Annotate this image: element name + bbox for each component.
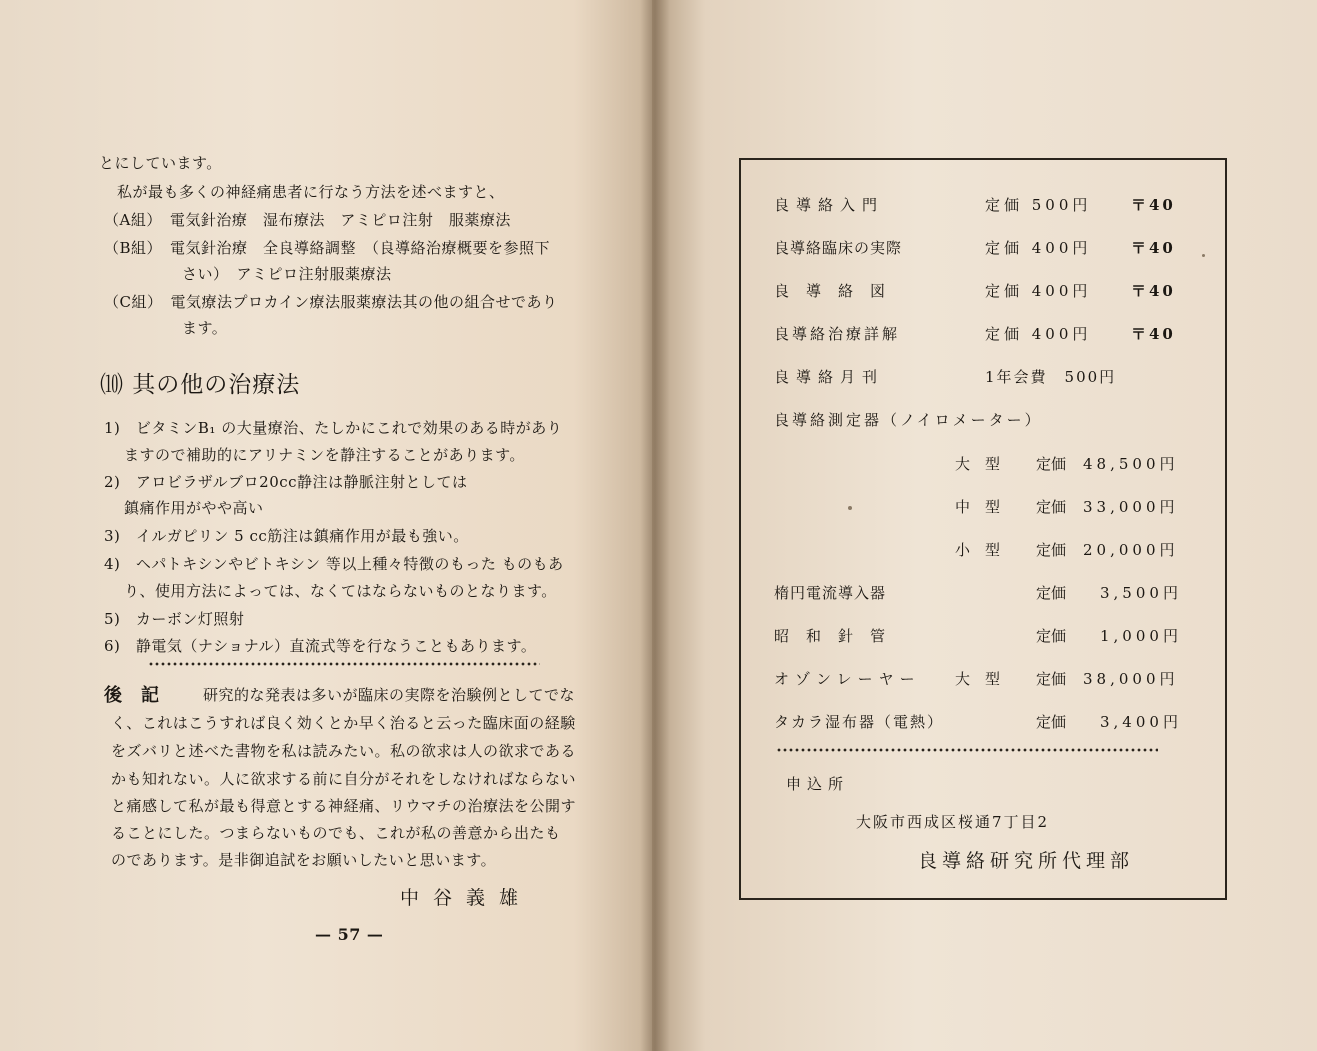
device-price: 33,000円 bbox=[1083, 498, 1179, 516]
text-line: （C組） 電気療法プロカイン療法服薬療法其の他の組合せであり bbox=[104, 293, 558, 311]
list-item: 2) アロビラザルブロ20cc静注は静脈注射としては bbox=[104, 473, 468, 491]
book-gutter bbox=[640, 0, 670, 1051]
product-price-label: 定価 bbox=[1036, 713, 1067, 731]
text-line: （A組） 電気針治療 湿布療法 アミピロ注射 服薬療法 bbox=[104, 211, 511, 229]
office-address: 大阪市西成区桜通7丁目2 bbox=[856, 813, 1050, 831]
product-price: 3,500円 bbox=[1100, 584, 1182, 602]
list-item: ますので補助的にアリナミンを静注することがあります。 bbox=[124, 446, 525, 464]
device-price-label: 定価 bbox=[1036, 541, 1067, 559]
list-item: 5) カーボン灯照射 bbox=[104, 610, 245, 628]
book-postage: 〒40 bbox=[1131, 196, 1176, 214]
list-item: 3) イルガピリン 5 cc筋注は鎮痛作用が最も強い。 bbox=[104, 527, 469, 545]
office-name: 良導絡研究所代理部 bbox=[918, 850, 1135, 872]
dotted-divider bbox=[148, 662, 540, 666]
book-postage: 〒40 bbox=[1131, 239, 1176, 257]
product-price: 1,000円 bbox=[1100, 627, 1182, 645]
afterword-line: のであります。是非御追試をお願いしたいと思います。 bbox=[111, 851, 497, 869]
page-number: — 57 — bbox=[315, 925, 384, 944]
text-line: とにしています。 bbox=[99, 154, 222, 172]
text-line: さい） アミピロ注射服薬療法 bbox=[182, 265, 392, 283]
book-postage: 〒40 bbox=[1131, 325, 1176, 343]
device-price-label: 定価 bbox=[1036, 498, 1067, 516]
device-size: 大 型 bbox=[955, 455, 1001, 473]
book-title: 良導絡月刊 bbox=[774, 368, 885, 386]
book-title: 良導絡臨床の実際 bbox=[774, 239, 903, 257]
device-price: 20,000円 bbox=[1083, 541, 1179, 559]
book-title: 良導絡入門 bbox=[774, 196, 885, 214]
apply-label: 申込所 bbox=[786, 775, 850, 793]
afterword-line: ることにした。つまらないものでも、これが私の善意から出たも bbox=[111, 824, 561, 842]
device-size: 小 型 bbox=[955, 541, 1001, 559]
afterword-label: 後 記 bbox=[104, 685, 160, 706]
book-title: 良導絡治療詳解 bbox=[774, 325, 901, 343]
product-name: 楕円電流導入器 bbox=[774, 584, 887, 602]
device-price: 48,500円 bbox=[1083, 455, 1179, 473]
book-price: 定価 400円 bbox=[985, 239, 1092, 257]
device-size: 中 型 bbox=[955, 498, 1001, 516]
section-heading: ⑽ 其の他の治療法 bbox=[100, 372, 301, 398]
list-item: 1) ビタミンB₁ の大量療治、たしかにこれで効果のある時があり bbox=[104, 419, 563, 437]
list-item: り、使用方法によっては、なくてはならないものとなります。 bbox=[124, 582, 557, 600]
product-price-label: 定価 bbox=[1036, 627, 1067, 645]
dotted-divider bbox=[776, 748, 1158, 752]
afterword-line: と痛感して私が最も得意とする神経痛、リウマチの治療法を公開す bbox=[111, 797, 577, 815]
book-price: 定価 500円 bbox=[985, 196, 1092, 214]
device-price-label: 定価 bbox=[1036, 455, 1067, 473]
product-size: 大 型 bbox=[955, 670, 1001, 688]
product-name: タカラ湿布器（電熱） bbox=[774, 713, 945, 731]
print-speck bbox=[1202, 254, 1205, 257]
product-price: 38,000円 bbox=[1083, 670, 1179, 688]
product-name: オゾンレーヤー bbox=[774, 670, 921, 688]
product-price-label: 定価 bbox=[1036, 670, 1067, 688]
author-name: 中谷義雄 bbox=[400, 887, 533, 909]
afterword-line: かも知れない。人に欲求する前に自分がそれをしなければならない bbox=[111, 770, 577, 788]
device-title: 良導絡測定器（ノイロメーター） bbox=[774, 411, 1043, 429]
text-line: （B組） 電気針治療 全良導絡調整 （良導絡治療概要を参照下 bbox=[104, 239, 551, 257]
list-item: 6) 静電気（ナショナル）直流式等を行なうこともあります。 bbox=[104, 637, 537, 655]
product-price: 3,400円 bbox=[1100, 713, 1182, 731]
afterword-line: をズバリと述べた書物を私は読みたい。私の欲求は人の欲求である bbox=[111, 742, 577, 760]
book-title: 良導絡図 bbox=[774, 282, 903, 300]
book-postage: 〒40 bbox=[1131, 282, 1176, 300]
list-item: 鎮痛作用がやや高い bbox=[124, 499, 264, 517]
book-price: 1年会費 500円 bbox=[985, 368, 1117, 386]
print-speck bbox=[848, 506, 852, 510]
text-line: ます。 bbox=[182, 319, 228, 337]
afterword-line: く、これはこうすれば良く効くとか早く治ると云った臨床面の経験 bbox=[111, 714, 576, 732]
book-price: 定価 400円 bbox=[985, 325, 1092, 343]
afterword-line: 研究的な発表は多いが臨床の実際を治験例としてでな bbox=[203, 686, 576, 704]
product-price-label: 定価 bbox=[1036, 584, 1067, 602]
list-item: 4) ヘパトキシンやビトキシン 等以上種々特徴のもった ものもあ bbox=[104, 555, 564, 573]
book-price: 定価 400円 bbox=[985, 282, 1092, 300]
text-line: 私が最も多くの神経痛患者に行なう方法を述べますと、 bbox=[117, 183, 505, 201]
product-name: 昭和針管 bbox=[774, 627, 903, 645]
